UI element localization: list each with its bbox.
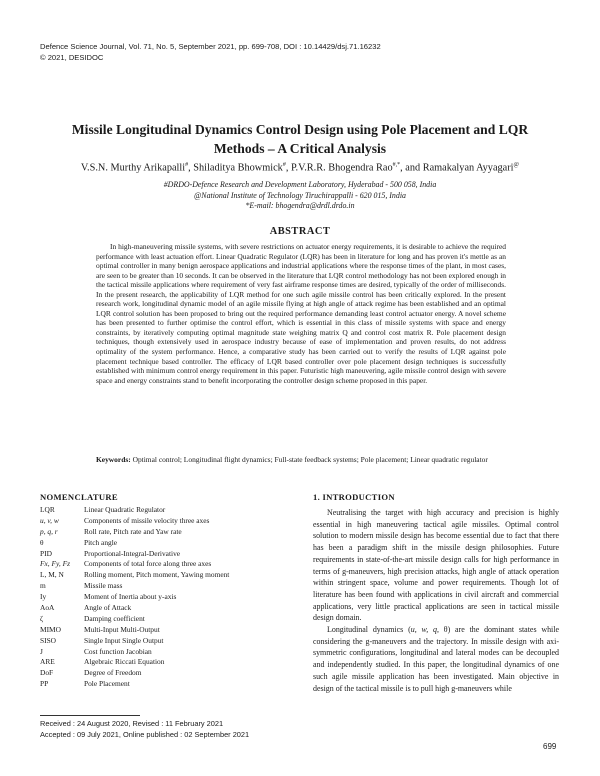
nomenclature-symbol: J: [40, 646, 43, 656]
nomenclature-row: [40, 570, 295, 581]
nomenclature-symbol: MIMO: [40, 624, 61, 634]
nomenclature-row: [40, 559, 295, 570]
nomenclature-definition: Rolling moment, Pitch moment, Yawing moment: [84, 570, 230, 580]
nomenclature-symbol: PID: [40, 548, 52, 558]
copyright-line: © 2021, DESIDOC: [40, 53, 104, 62]
nomenclature-row: [40, 679, 295, 690]
page-number: 699: [543, 742, 557, 751]
intro-p2-vars: u, w, q: [410, 625, 437, 635]
footnote-rule: [40, 715, 140, 716]
nomenclature-definition: Angle of Attack: [84, 603, 132, 613]
nomenclature-symbol: AoA: [40, 603, 55, 613]
abstract-heading: ABSTRACT: [269, 226, 331, 237]
nomenclature-definition: Components of total force along three axes: [84, 559, 212, 569]
nomenclature-symbol: LQR: [40, 505, 55, 514]
author-3-mark: #,*: [392, 162, 401, 168]
affiliations: [30, 180, 570, 212]
nomenclature-symbol: θ: [40, 537, 44, 547]
nomenclature-symbol: DoF: [40, 668, 54, 678]
keywords-label: Keywords:: [96, 455, 131, 464]
nomenclature-symbol: Fx, Fy, Fz: [40, 559, 70, 569]
nomenclature-symbol: PP: [40, 679, 49, 689]
intro-paragraph-1: Neutralising the target with high accuracy and precision is highly essential in high maneuvering tactical agile missiles. Optimal control solution to modern missile design has become essential due to fact that there has been a paradigm shift in the missile design philosophies. Future requirements in state-of-the-art missile design calls for high performance in terms of g-maneuvers, high precision attacks, high angle of attack operation within stringent space, volume and power requirements. Though lot of literature has been found with applications in civil aircraft and commercial applications, very little practical applications are seen in tactical missile design domain.: [313, 508, 559, 623]
received-revised: Received : 24 August 2020, Revised : 11 February 2021: [40, 719, 224, 728]
keywords-list: Optimal control; Longitudinal flight dynamics; Full-state feedback systems; Pole placement; Linear quadratic regulator: [130, 455, 488, 464]
nomenclature-symbol: Iy: [40, 592, 47, 602]
nomenclature-row: [40, 668, 295, 679]
nomenclature-row: [40, 549, 295, 560]
affiliation-drdl: #DRDO-Defence Research and Development Laboratory, Hyderabad - 500 058, India: [163, 180, 437, 189]
nomenclature-symbol: SISO: [40, 635, 57, 645]
nomenclature-definition: Pole Placement: [84, 679, 130, 689]
accepted-published: Accepted : 09 July 2021, Online published : 02 September 2021: [40, 729, 250, 739]
nomenclature-row: [40, 527, 295, 538]
author-2: , Shiladitya Bhowmick: [188, 162, 283, 174]
nomenclature-definition: Algebraic Riccati Equation: [84, 657, 165, 667]
nomenclature-row: [40, 516, 295, 527]
author-1: V.S.N. Murthy Arikapalli: [80, 162, 186, 174]
nomenclature-definition: Moment of Inertia about y-axis: [84, 592, 177, 602]
nomenclature-definition: Missile mass: [84, 581, 123, 591]
nomenclature-row: [40, 603, 295, 614]
nomenclature-definition: Damping coefficient: [84, 613, 145, 623]
introduction-body: [313, 507, 559, 694]
nomenclature-definition: Cost function Jacobian: [84, 646, 152, 656]
paper-title: [30, 120, 570, 158]
nomenclature-symbol: m: [40, 581, 46, 591]
nomenclature-definition: Pitch angle: [84, 537, 118, 547]
keywords: [96, 455, 506, 465]
author-list: [30, 162, 570, 173]
nomenclature-row: [40, 581, 295, 592]
nomenclature-row: [40, 592, 295, 603]
nomenclature-definition: Components of missile velocity three axes: [84, 515, 210, 525]
author-3: , P.V.R.R. Bhogendra Rao: [285, 162, 393, 174]
contact-email: *E-mail: bhogendra@drdl.drdo.in: [245, 201, 355, 210]
nomenclature-list: [40, 505, 295, 690]
introduction-heading: 1. INTRODUCTION: [313, 492, 395, 502]
intro-p2-rest: , θ) are the dominant states while considering the g-maneuvers and the trajectory. In missile design with axi-symmetric configurations, longitudinal and lateral modes can be decoupled and independently studied. In this paper, the longitudinal dynamics of one such agile missile application has been investigated. Main objective in design of the tactical missile is to pull high g-maneuvers while: [313, 625, 559, 693]
nomenclature-row: [40, 625, 295, 636]
nomenclature-symbol: u, v, w: [40, 515, 59, 525]
nomenclature-symbol: p, q, r: [40, 526, 58, 536]
nomenclature-definition: Degree of Freedom: [84, 668, 142, 678]
author-2-mark: #: [282, 162, 286, 168]
intro-p2-start: Longitudinal dynamics (: [327, 625, 411, 635]
nomenclature-row: [40, 657, 295, 668]
nomenclature-definition: Multi-Input Multi-Output: [84, 624, 160, 634]
publication-dates: [40, 719, 249, 740]
nomenclature-heading: NOMENCLATURE: [40, 492, 118, 502]
title-line-2: Methods – A Critical Analysis: [213, 141, 387, 156]
author-1-mark: #: [185, 162, 189, 168]
nomenclature-symbol: ζ: [40, 613, 44, 623]
citation-line: Defence Science Journal, Vol. 71, No. 5, September 2021, pp. 699-708, DOI : 10.14429/dsj.71.16232: [40, 42, 381, 51]
nomenclature-row: [40, 505, 295, 516]
nomenclature-symbol: ARE: [40, 657, 55, 667]
affiliation-nit: @National Institute of Technology Tiruchirappalli - 620 015, India: [194, 190, 406, 200]
author-4: , and Ramakalyan Ayyagari: [400, 162, 514, 174]
abstract-text: In high-maneuvering missile systems, with severe restrictions on actuator energy requirements, it is desirable to achieve the required performance with least actuation effort. Linear Quadratic Regulator (LQR) has been in literature for long and has proven it's mettle as an optimal controller in many benign aerospace applications and industrial applications where the response times of the plant, in most cases, are seen to be greater than 10 seconds. It can be observed in the literature that LQR control methodology has not been explored enough in the tactical missile applications where requirement of very fast airframe response times are desired, typically of the order of milliseconds. In the present research, the applicability of LQR method for one such agile missile control has been critically explored. In the present research work, longitudinal dynamic model of an agile missile flying at high angle of attack regime has been established and an optimal LQR control solution has been proposed to bring out the required performance demanding least control actuator energy. A novel scheme has been presented to further optimise the control effort, which is essential in this class of missile systems with space and energy constraints, by iteratively computing optimal magnitude state weighing matrix Q and control cost matrix R. Pole placement design techniques, though extensively used in aerospace industry because of ease of implementation and proven results, do not address optimality of the system performance. Hence, a comparative study has been carried out to verify the results of LQR against pole placement technique based controller. The efficacy of LQR based controller over pole placement design techniques is successfully established with minimum control energy requirement in this paper. Futuristic high maneuvering, agile missile control design with severe space and energy constraints stand to benefit incorporating the controller design scheme proposed in this paper.: [96, 242, 506, 385]
nomenclature-definition: Linear Quadratic Regulator: [84, 505, 166, 514]
nomenclature-row: [40, 538, 295, 549]
nomenclature-symbol: L, M, N: [40, 570, 64, 580]
author-4-mark: @: [513, 162, 520, 168]
nomenclature-row: [40, 647, 295, 658]
nomenclature-definition: Single Input Single Output: [84, 635, 164, 645]
title-line-1: Missile Longitudinal Dynamics Control Design using Pole Placement and LQR: [71, 122, 529, 137]
nomenclature-definition: Roll rate, Pitch rate and Yaw rate: [84, 526, 182, 536]
nomenclature-row: [40, 614, 295, 625]
nomenclature-definition: Proportional-Integral-Derivative: [84, 548, 181, 558]
intro-paragraph-2: [313, 624, 559, 694]
journal-header: [40, 41, 381, 63]
nomenclature-row: [40, 636, 295, 647]
